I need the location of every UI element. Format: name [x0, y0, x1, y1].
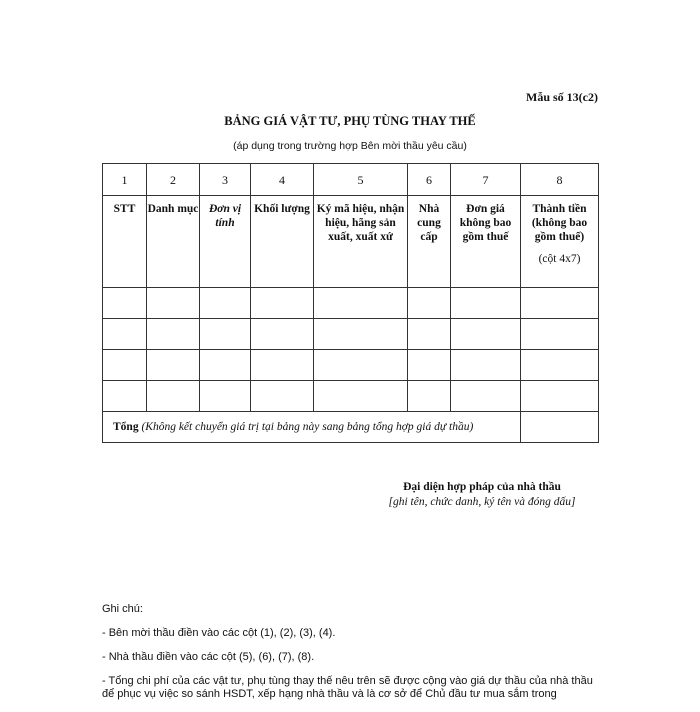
table-cell[interactable]	[147, 288, 200, 319]
total-label: Tổng	[113, 421, 139, 433]
column-number: 7	[451, 164, 521, 196]
representative-block	[370, 481, 594, 508]
table-row	[103, 319, 599, 350]
table-row	[103, 381, 599, 412]
document-subtitle: (áp dụng trong trường hợp Bên mời thầu yêu cầu)	[233, 140, 467, 152]
header-thanh-tien-note: (cột 4x7)	[538, 253, 581, 265]
table-cell[interactable]	[314, 288, 408, 319]
table-cell[interactable]	[147, 350, 200, 381]
header-ky-ma-hieu: Ký mã hiệu, nhận hiệu, hãng sản xuất, xuất xứ	[314, 196, 408, 288]
document-title: BẢNG GIÁ VẬT TƯ, PHỤ TÙNG THAY THẾ	[224, 114, 476, 128]
table-cell[interactable]	[103, 319, 147, 350]
notes-heading: Ghi chú:	[102, 603, 143, 615]
table-cell[interactable]	[451, 350, 521, 381]
total-note: (Không kết chuyển giá trị tại bảng này sang bảng tổng hợp giá dự thầu)	[141, 421, 474, 433]
note-item: - Bên mời thầu điền vào các cột (1), (2), (3), (4).	[102, 627, 336, 639]
table-cell[interactable]	[251, 350, 314, 381]
table-cell[interactable]	[521, 319, 599, 350]
table-cell[interactable]	[103, 381, 147, 412]
table-cell[interactable]	[314, 319, 408, 350]
table-cell[interactable]	[451, 381, 521, 412]
table-cell[interactable]	[147, 319, 200, 350]
total-value-cell[interactable]	[521, 412, 599, 443]
table-cell[interactable]	[103, 288, 147, 319]
table-cell[interactable]	[200, 288, 251, 319]
column-number: 4	[251, 164, 314, 196]
header-stt: STT	[103, 196, 147, 288]
column-number: 8	[521, 164, 599, 196]
table-cell[interactable]	[521, 288, 599, 319]
table-cell[interactable]	[314, 350, 408, 381]
representative-note: [ghi tên, chức danh, ký tên và đóng dấu]	[388, 496, 576, 508]
column-number: 6	[408, 164, 451, 196]
table-row	[103, 288, 599, 319]
table-cell[interactable]	[200, 350, 251, 381]
column-number: 3	[200, 164, 251, 196]
column-number-row	[103, 164, 599, 196]
column-header-row	[103, 196, 599, 288]
table-cell[interactable]	[451, 319, 521, 350]
notes-section	[102, 603, 602, 712]
table-cell[interactable]	[451, 288, 521, 319]
table-cell[interactable]	[251, 288, 314, 319]
table-cell[interactable]	[408, 381, 451, 412]
table-row	[103, 350, 599, 381]
representative-title: Đại diện hợp pháp của nhà thầu	[403, 481, 561, 493]
table-cell[interactable]	[200, 381, 251, 412]
table-cell[interactable]	[408, 288, 451, 319]
header-khoi-luong: Khối lượng	[251, 196, 314, 288]
column-number: 1	[103, 164, 147, 196]
note-item: - Nhà thầu điền vào các cột (5), (6), (7), (8).	[102, 651, 315, 663]
table-cell[interactable]	[200, 319, 251, 350]
form-number: Mẫu số 13(c2)	[526, 90, 598, 104]
total-row	[103, 412, 599, 443]
header-don-gia: Đơn giá không bao gồm thuế	[451, 196, 521, 288]
table-cell[interactable]	[521, 350, 599, 381]
table-cell[interactable]	[251, 381, 314, 412]
total-label-cell	[103, 412, 521, 443]
table-cell[interactable]	[521, 381, 599, 412]
header-thanh-tien	[521, 196, 599, 288]
header-nha-cung-cap: Nhà cung cấp	[408, 196, 451, 288]
column-number: 2	[147, 164, 200, 196]
column-number: 5	[314, 164, 408, 196]
table-cell[interactable]	[408, 319, 451, 350]
table-cell[interactable]	[251, 319, 314, 350]
header-don-vi-tinh: Đơn vị tính	[200, 196, 251, 288]
table-cell[interactable]	[314, 381, 408, 412]
table-cell[interactable]	[147, 381, 200, 412]
table-cell[interactable]	[103, 350, 147, 381]
header-thanh-tien-label: Thành tiền (không bao gồm thuế)	[531, 203, 588, 243]
price-table	[102, 163, 599, 443]
header-danh-muc: Danh mục	[147, 196, 200, 288]
note-item: - Tổng chi phí của các vật tư, phụ tùng thay thế nêu trên sẽ được cộng vào giá dự thầu của nhà thầu để phục vụ việc so sánh HSDT, xếp hạng nhà thầu và là cơ sở để Chủ đầu tư mua sắm trong	[102, 675, 593, 700]
table-cell[interactable]	[408, 350, 451, 381]
